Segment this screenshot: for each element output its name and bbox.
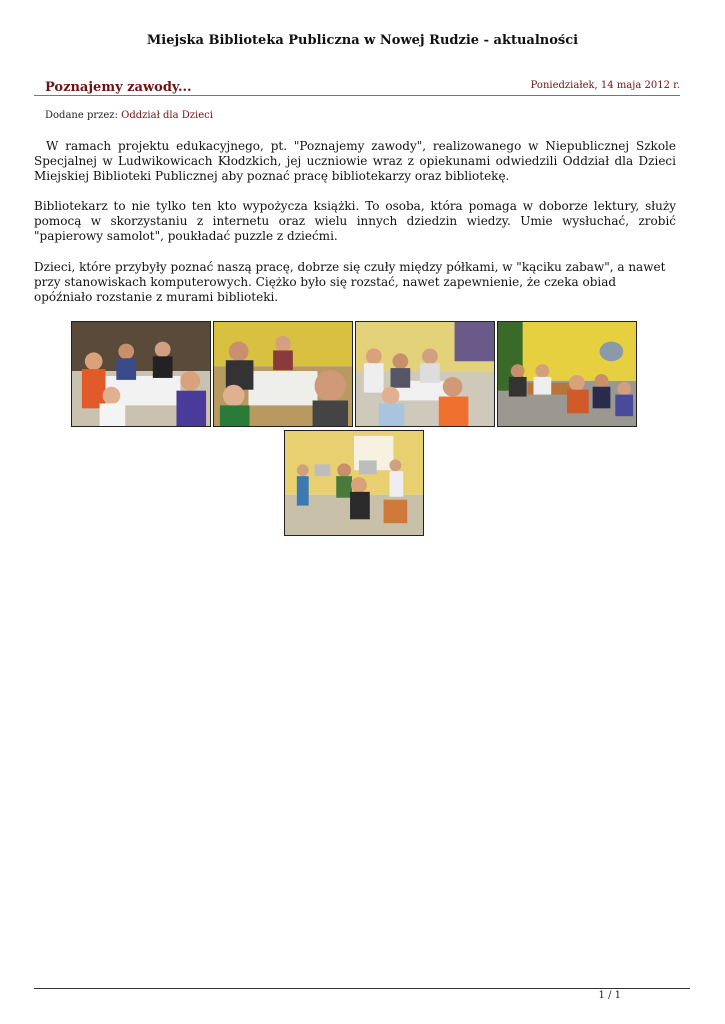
photo-3-image [356,322,494,426]
article-paragraph-3: Dzieci, które przybyły poznać naszą pracę, dobrze się czuły między półkami, w "kąciku zabaw", a nawet przy stanowiskach komputerowych. Ciężko było się rozstać, nawet zapewnienie, że czeka obiad opóźniało rozstanie z murami biblioteki. [34,260,666,304]
article-paragraph-1: W ramach projektu edukacyjnego, pt. "Poznajemy zawody", realizowanego w Niepublicznej Szkole Specjalnej w Ludwikowicach Kłodzkich, jej uczniowie wraz z opiekunami odwiedzili Oddział dla Dzieci Miejskiej Biblioteki Publicznej aby poznać pracę bibliotekarzy oraz bibliotekę. [34,139,676,183]
photo-5-image [285,431,423,535]
page-number: 1 / 1 [598,990,621,1001]
gallery-photo-3[interactable] [355,321,495,427]
article-header [34,79,680,96]
gallery-photo-5[interactable] [284,430,424,536]
gallery-photo-2[interactable] [213,321,353,427]
footer-divider [34,988,690,989]
photo-2-image [214,322,352,426]
author-label: Dodane przez: [45,110,118,121]
author-name[interactable]: Oddział dla Dzieci [121,110,213,121]
article-paragraph-2: Bibliotekarz to nie tylko ten kto wypożycza książki. To osoba, która pomaga w doborze lektury, służy pomocą w skorzystaniu z internetu oraz wielu innych dziedzin wiedzy. Umie wysłuchać, zrobić "papierowy samolot", poukładać puzzle z dziećmi. [34,199,676,243]
article-title[interactable]: Poznajemy zawody... [45,80,192,95]
article-date: Poniedziałek, 14 maja 2012 r. [530,80,680,91]
photo-4-image [498,322,636,426]
photo-1-image [72,322,210,426]
gallery-photo-1[interactable] [71,321,211,427]
site-title: Miejska Biblioteka Publiczna w Nowej Rudzie - aktualności [146,33,579,48]
author-line [45,110,213,121]
gallery-photo-4[interactable] [497,321,637,427]
